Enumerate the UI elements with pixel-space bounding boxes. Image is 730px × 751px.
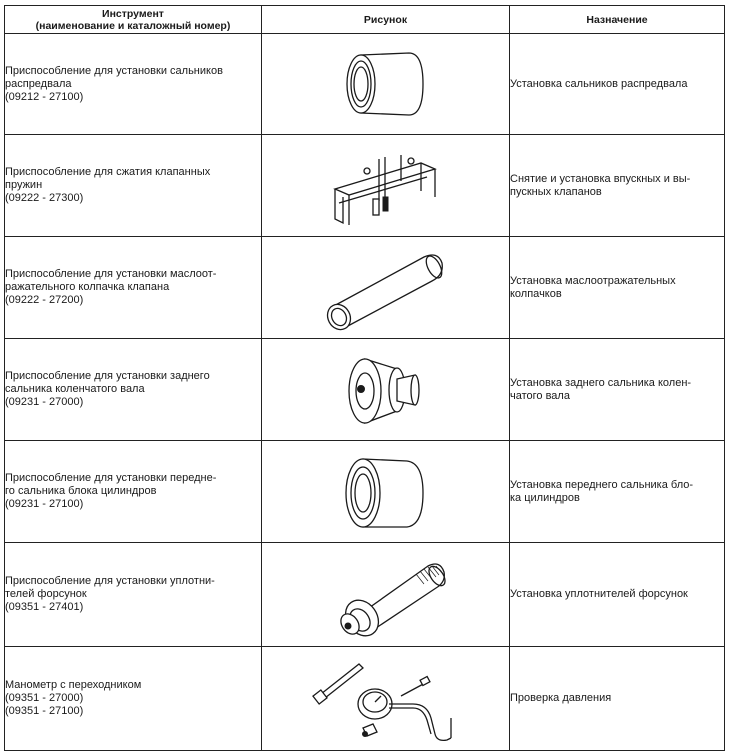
tool-cell xyxy=(5,135,262,237)
purpose-cell xyxy=(510,34,725,135)
tool-name-line: ражательного колпачка клапана xyxy=(5,281,170,293)
header-tool-line1: Инструмент xyxy=(102,7,164,20)
table-header-row xyxy=(5,6,725,34)
tool-name-line: Приспособление для установки маслоот- xyxy=(5,268,217,280)
tool-catalog-number: (09351 - 27401) xyxy=(5,601,84,613)
pressure-gauge-adapter-icon xyxy=(301,652,471,746)
tool-name-line: Манометр с переходником xyxy=(5,679,142,691)
purpose-line: Проверка давления xyxy=(510,692,612,704)
tool-cell xyxy=(5,441,262,543)
image-cell xyxy=(262,647,510,751)
front-block-seal-installer-icon xyxy=(331,447,441,537)
tool-name-line: Приспособление для установки уплотни- xyxy=(5,575,215,587)
purpose-cell xyxy=(510,647,725,751)
tool-catalog-number: (09212 - 27100) xyxy=(5,90,84,103)
purpose-line: Установка маслоотражательных xyxy=(510,274,676,287)
tool-name-line: Приспособление для сжатия клапанных xyxy=(5,166,211,178)
rear-crankshaft-seal-installer-icon xyxy=(331,345,441,435)
purpose-line: колпачков xyxy=(510,287,562,300)
table-row xyxy=(5,647,725,751)
purpose-line: пускных клапанов xyxy=(510,185,602,198)
purpose-line: Снятие и установка впускных и вы- xyxy=(510,172,691,185)
camshaft-seal-installer-icon xyxy=(331,39,441,129)
tool-name-line: сальника коленчатого вала xyxy=(5,383,145,395)
tool-catalog-number: (09351 - 27100) xyxy=(5,705,84,717)
tool-name-line: телей форсунок xyxy=(5,588,87,600)
header-purpose: Назначение xyxy=(510,6,725,34)
tool-cell xyxy=(5,543,262,647)
valve-seal-installer-icon xyxy=(316,243,456,333)
table-row xyxy=(5,34,725,135)
purpose-cell xyxy=(510,543,725,647)
purpose-line: Установка заднего сальника колен- xyxy=(510,376,692,389)
tool-name-line: го сальника блока цилиндров xyxy=(5,485,157,497)
purpose-line: Установка уплотнителей форсунок xyxy=(510,588,688,600)
tool-name-line: Приспособление для установки передне- xyxy=(5,472,217,484)
tool-name-line: Приспособление для установки сальников xyxy=(5,64,223,77)
purpose-line: Установка сальников распредвала xyxy=(510,77,688,90)
table-row xyxy=(5,237,725,339)
tool-catalog-number: (09231 - 27100) xyxy=(5,498,84,510)
purpose-cell xyxy=(510,339,725,441)
purpose-cell xyxy=(510,441,725,543)
image-cell xyxy=(262,441,510,543)
image-cell xyxy=(262,34,510,135)
tool-catalog-number: (09222 - 27200) xyxy=(5,294,84,306)
table-row xyxy=(5,441,725,543)
table-row xyxy=(5,339,725,441)
tool-name-line: распредвала xyxy=(5,77,72,90)
table-row xyxy=(5,543,725,647)
table-row xyxy=(5,135,725,237)
image-cell xyxy=(262,135,510,237)
tool-catalog-number: (09231 - 27000) xyxy=(5,396,84,408)
tool-name-line: пружин xyxy=(5,179,43,191)
valve-spring-compressor-icon xyxy=(321,141,451,231)
tool-cell xyxy=(5,339,262,441)
image-cell xyxy=(262,339,510,441)
header-image: Рисунок xyxy=(262,6,510,34)
purpose-cell xyxy=(510,237,725,339)
purpose-line: Установка переднего сальника бло- xyxy=(510,478,694,491)
tool-cell xyxy=(5,237,262,339)
tool-catalog-number: (09222 - 27300) xyxy=(5,192,84,204)
image-cell xyxy=(262,237,510,339)
tool-cell xyxy=(5,647,262,751)
tool-catalog-number: (09351 - 27000) xyxy=(5,692,84,704)
tools-table xyxy=(4,5,725,751)
injector-seal-installer-icon xyxy=(316,548,456,642)
purpose-line: ка цилиндров xyxy=(510,491,580,504)
image-cell xyxy=(262,543,510,647)
header-tool xyxy=(5,6,262,34)
purpose-cell xyxy=(510,135,725,237)
header-tool-line2: (наименование и каталожный номер) xyxy=(35,19,231,32)
tool-name-line: Приспособление для установки заднего xyxy=(5,370,210,382)
purpose-line: чатого вала xyxy=(510,389,570,402)
tool-cell xyxy=(5,34,262,135)
